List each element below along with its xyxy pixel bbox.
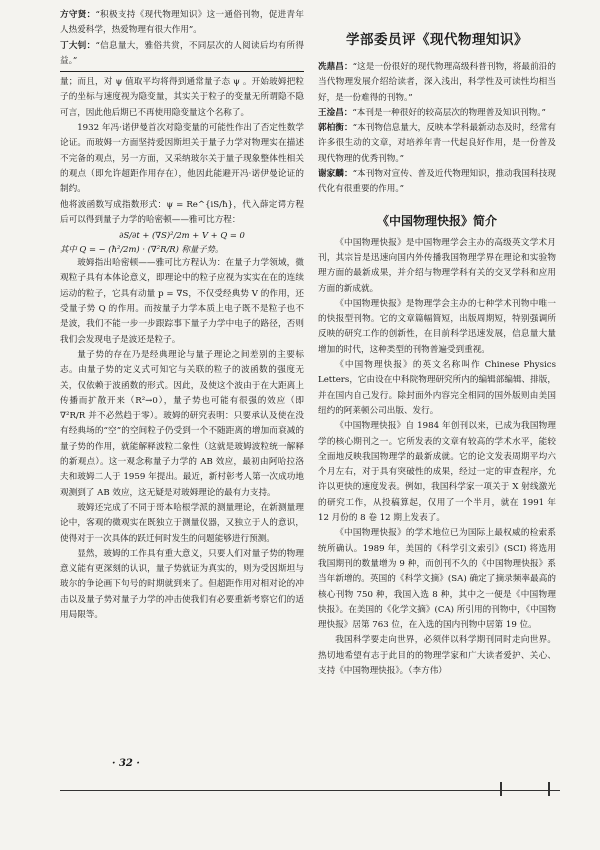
- quote-guo: [318, 121, 556, 167]
- divider-rule: [60, 71, 304, 72]
- body-paragraph: 1932 年冯·诺伊曼首次对隐变量的可能性作出了否定性数学论证。而玻姆一方面坚持爱因斯坦关于量子力学对物理实在描述不完备的观点，另一方面，又采纳玻尔关于量子现象整体性相关的观点（即允许超距作用存在），他因此能避开冯·诺伊曼论证的制约。: [60, 123, 304, 195]
- quote-text: “本刊物对宣传、普及近代物理知识，推动我国科技现代化有很重要的作用。”: [318, 169, 556, 195]
- quote-ding: [60, 39, 304, 70]
- footer-tick: [500, 782, 502, 796]
- quote-xian: [318, 60, 556, 106]
- quote-text: “本刊是一种很好的较高层次的物理普及知识刊物。”: [352, 107, 546, 118]
- equation-hamilton-jacobi: ∂S/∂t + (∇S)²/2m + V + Q = 0: [119, 230, 245, 241]
- body-paragraph: 《中国物理快报》是中国物理学会主办的高级英文学术月刊，其宗旨是迅速向国内外传播我国物理学界在理论和实验物理方面的最新成果，并介绍与物理学科有关的交叉学科和应用方面的新成就。: [318, 237, 556, 294]
- body-paragraph: 玻姆还完成了不同于哥本哈根学派的测量理论，在新测量理论中，客观的微观实在既独立于测量仪器，又独立于人的意识，使得对于一次具体的跃迁何时发生的问题能够进行预测。: [60, 502, 304, 544]
- equation-quantum-potential: 其中 Q = − (ħ²/2m) · (∇²R/R) 称量子势。: [60, 244, 224, 255]
- quote-speaker: 丁大钊：: [60, 40, 96, 51]
- body-paragraph: 他将波函数写成指数形式：ψ = Re^{iS/ħ}，代入薛定谔方程后可以得到量子力学的哈密顿——雅可比方程：: [60, 199, 304, 225]
- footer-tick: [548, 782, 550, 796]
- footer-rule: [60, 790, 560, 791]
- quote-fang: [60, 8, 304, 39]
- quote-text: “积极支持《现代物理知识》这一通俗刊物，促进青年人热爱科学，热爱物理有很大作用”。: [60, 10, 304, 36]
- section-heading-cpl: 《中国物理快报》简介: [376, 213, 497, 228]
- quote-speaker: 郭柏衡：: [318, 123, 353, 134]
- quote-text: “本刊物信息量大，反映本学科最新动态及时，经常有许多很生动的文章，对培养年青一代起良好作用，是一份普及现代物理的优秀刊物。”: [318, 123, 556, 164]
- body-paragraph: 量；而且，对 ψ 值取平均将得到通常量子态 ψ 。开始玻姆把粒子的坐标与速度视为隐变量，其实关于粒子的变量无所谓隐不隐可言，因此他后期已不再使用隐变量这个名称了。: [60, 77, 304, 118]
- quote-speaker: 王淦昌：: [318, 107, 353, 118]
- quote-speaker: 谢家麟：: [318, 169, 353, 180]
- page-number: · 32 ·: [112, 758, 140, 769]
- body-paragraph: 《中国物理快报》的英文名称叫作 Chinese Physics Letters，它由设在中科院物理研究所内的编辑部编辑、排版，并在国内自己发行。除封面外内容完全相同的国外版则由美国纽约的阿莱顿公司出版、发行。: [318, 360, 556, 416]
- body-paragraph: 显然，玻姆的工作具有重大意义，只要人们对量子势的物理意义能有更深刻的认识，量子势就证为真实的，则为受因斯坦与玻尔的争论画下句号的时期就到来了。但超距作用对相对论的冲击以及量子势对量子力学的冲击使我们有必要重新考察它们的适用局限等。: [60, 548, 304, 620]
- body-paragraph: 《中国物理快报》自 1984 年创刊以来，已成为我国物理学的核心期刊之一。它所发表的文章有较高的学术水平，能较全面地反映我国物理学的最新成就。它的论文发表周期平均六个月左右，对于具有突破性的成果，经过一定的审查程序，允许以更快的速度发表。例如，我国科学家一项关于 X 射线激光的研究工作，从投稿算起，仅用了一个半月，就在 1991 年 12 月份的 8 卷 12 期上发表了。: [318, 421, 556, 524]
- quote-text: “信息量大，雅俗共赏，不同层次的人阅读后均有所得益。”: [60, 40, 304, 66]
- body-paragraph: 我国科学要走向世界，必须伴以科学期刊同时走向世界。热切地希望有志于此目的的物理学家和广大读者爱护、关心、支持《中国物理快报》。（李方伟）: [318, 635, 556, 676]
- quote-wang: [318, 106, 556, 121]
- body-paragraph: 《中国物理快报》是物理学会主办的七种学术刊物中唯一的快报型刊物。它的文章篇幅简短，出版周期短，特别强调所反映的研究工作的创新性，在目前科学迅速发展，信息量大量增加的时代，这种类型的刊物普遍受到重视。: [318, 298, 556, 355]
- left-column: [60, 8, 304, 623]
- quote-speaker: 方守贤：: [60, 10, 96, 20]
- body-paragraph: 玻姆指出哈密顿——雅可比方程认为：在量子力学领域，微观粒子具有本体论意义，即理论中的粒子应视为实实在在的连续运动的粒子，它具有动量 p = ∇S，不仅受经典势 V 的作用，还受量子势 Q 的作用。而按量子力学本质上电子既不是粒子也不是波，我们不能一步一步跟踪事下量子力学中电子的路径，否则我们会发现电子是波还是粒子。: [60, 258, 304, 345]
- quote-xie: [318, 167, 556, 198]
- section-heading-reviews: 学部委员评《现代物理知识》: [346, 32, 528, 48]
- quote-speaker: 冼鼎昌：: [318, 62, 353, 72]
- body-paragraph: 《中国物理快报》的学术地位已为国际上最权威的检索系统所确认。1989 年，美国的《科学引文索引》(SCI) 将选用我国期刊的数量增为 9 种，而创刊不久的《中国物理快报》系当年新增的。英国的《科学文摘》(SA) 确定了摘录频率最高的核心刊物 750 种，我国入选 8 种，其中之一便是《中国物理快报》。在美国的《化学文摘》(CA) 所引用的刊物中，《中国物理快报》居第 763 位，在入选的国内刊物中居第 19 位。: [318, 528, 556, 631]
- body-paragraph: 量子势的存在乃是经典理论与量子理论之间差别的主要标志。由量子势的定义式可知它与关联的粒子的波函数的强度无关，仅依赖于波函数的形式。因此，及使这个波由于在大距离上传播而扩散开来（R²→0），量子势也可能有很强的效应（即 ∇²R/R 并不必然趋于零）。玻姆的研究表明：只要承认及使在没有经典场的“空”的空间粒子仍受到一个不随距离的增加而衰减的量子势的作用，就能解释波粒二象性（这就是玻姆波粒统一解释的新观点）。这一观念称量子力学的 AB 效应，最初由阿哈拉洛夫和玻姆二人于 1959 年提出。最近，新村彰考人第一次成功地观测到了 AB 效应，这无疑是对玻姆理论的最有力支持。: [60, 349, 304, 498]
- right-column: [318, 8, 556, 679]
- quote-text: “这是一份很好的现代物理高级科普刊物，将最前沿的当代物理发展介绍给读者，深入浅出，科学性及可读性均相当好，是一份难得的刊物。”: [318, 62, 556, 103]
